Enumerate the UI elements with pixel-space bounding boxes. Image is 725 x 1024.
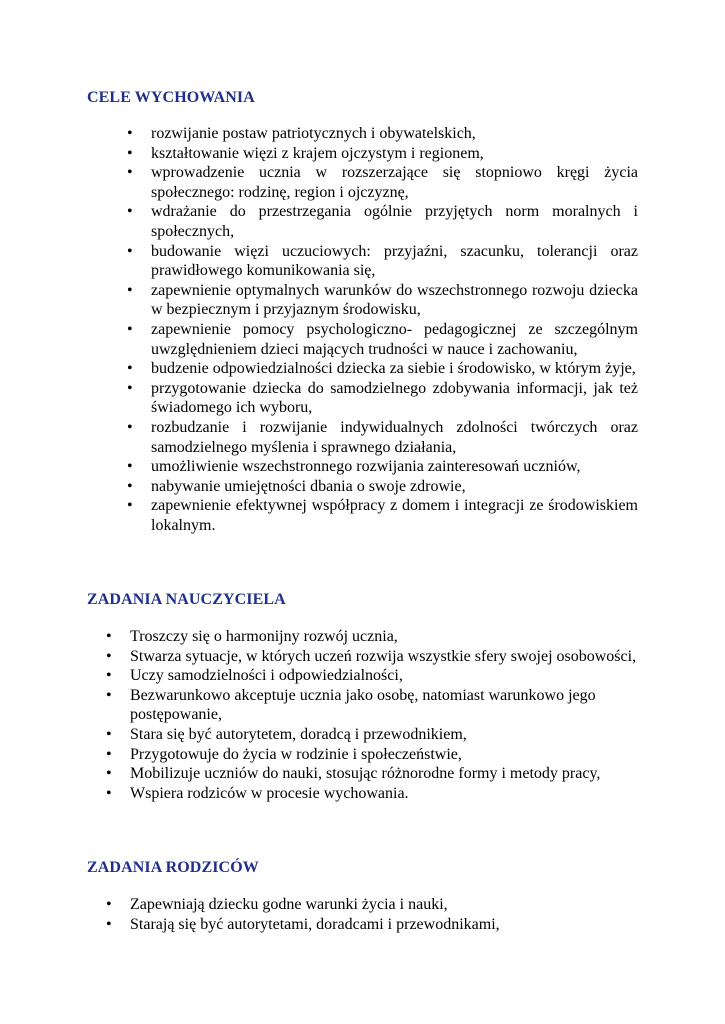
list-item-text: budzenie odpowiedzialności dziecka za siebie i środowisko, w którym żyje,: [151, 360, 636, 378]
bullet-icon: •: [106, 765, 112, 783]
list-item-text: Starają się być autorytetami, doradcami i przewodnikami,: [130, 915, 500, 933]
bullet-icon: •: [106, 784, 112, 802]
bullet-icon: •: [106, 725, 112, 743]
list-item: [106, 895, 640, 915]
bullet-icon: •: [127, 242, 133, 260]
list-zadania-nauczyciela: [106, 627, 640, 803]
list-item: [127, 320, 638, 359]
list-item: [106, 745, 640, 765]
list-item-text: kształtowanie więzi z krajem ojczystym i regionem,: [151, 144, 484, 162]
list-item: [127, 496, 638, 535]
bullet-icon: •: [106, 686, 112, 704]
list-item: [127, 163, 638, 202]
bullet-icon: •: [127, 360, 133, 378]
list-item: [127, 281, 638, 320]
list-item-text: przygotowanie dziecka do samodzielnego zdobywania informacji, jak też świadomego ich wyboru,: [151, 379, 638, 417]
list-item: [127, 379, 638, 418]
bullet-icon: •: [106, 667, 112, 685]
list-item-text: Uczy samodzielności i odpowiedzialności,: [130, 667, 403, 685]
bullet-icon: •: [127, 125, 133, 142]
list-item: [127, 202, 638, 241]
bullet-icon: •: [106, 745, 112, 763]
bullet-icon: •: [127, 497, 133, 515]
bullet-icon: •: [127, 203, 133, 221]
list-item-text: nabywanie umiejętności dbania o swoje zdrowie,: [151, 477, 466, 495]
list-item: [127, 418, 638, 457]
list-item-text: Stara się być autorytetem, doradcą i przewodnikiem,: [130, 725, 467, 743]
section-heading-zadania-rodzicow: ZADANIA RODZICÓW: [87, 859, 259, 876]
section-heading-zadania-nauczyciela: ZADANIA NAUCZYCIELA: [87, 591, 286, 608]
bullet-icon: •: [127, 458, 133, 476]
list-item: [106, 725, 640, 745]
list-item-text: Troszczy się o harmonijny rozwój ucznia,: [130, 628, 398, 645]
list-item-text: zapewnienie efektywnej współpracy z domem i integracji ze środowiskiem lokalnym.: [151, 497, 638, 534]
list-item: [127, 477, 638, 497]
list-item: [127, 457, 638, 477]
bullet-icon: •: [127, 477, 133, 495]
list-item-text: zapewnienie optymalnych warunków do wszechstronnego rozwoju dziecka w bezpiecznym i przyjaznym środowisku,: [151, 281, 638, 319]
section-heading-cele-wychowania: CELE WYCHOWANIA: [87, 89, 255, 106]
list-item: [127, 242, 638, 281]
list-item-text: Mobilizuje uczniów do nauki, stosując różnorodne formy i metody pracy,: [130, 765, 601, 783]
list-item: [106, 784, 640, 804]
bullet-icon: •: [106, 628, 112, 645]
bullet-icon: •: [127, 164, 133, 182]
bullet-icon: •: [127, 144, 133, 162]
list-item-text: budowanie więzi uczuciowych: przyjaźni, szacunku, tolerancji oraz prawidłowego komunikowania się,: [151, 242, 638, 280]
list-item: [127, 144, 638, 164]
list-item-text: Stwarza sytuacje, w których uczeń rozwija wszystkie sfery swojej osobowości,: [130, 647, 637, 665]
list-item-text: rozbudzanie i rozwijanie indywidualnych zdolności twórczych oraz samodzielnego myślenia i sprawnego działania,: [151, 418, 638, 456]
list-item-text: Zapewniają dziecku godne warunki życia i nauki,: [130, 896, 448, 913]
bullet-icon: •: [106, 647, 112, 665]
list-item: [106, 915, 640, 935]
bullet-icon: •: [127, 379, 133, 397]
bullet-icon: •: [127, 418, 133, 436]
list-item: [106, 764, 640, 784]
bullet-icon: •: [127, 320, 133, 338]
list-item-text: Przygotowuje do życia w rodzinie i społeczeństwie,: [130, 745, 462, 763]
list-cele-wychowania: [127, 124, 638, 535]
list-item-text: umożliwienie wszechstronnego rozwijania zainteresowań uczniów,: [151, 458, 581, 476]
list-item: [106, 666, 640, 686]
list-item-text: wdrażanie do przestrzegania ogólnie przyjętych norm moralnych i społecznych,: [151, 203, 638, 240]
list-item-text: Bezwarunkowo akceptuje ucznia jako osobę, natomiast warunkowo jego postępowanie,: [130, 686, 596, 724]
list-item-text: zapewnienie pomocy psychologiczno- pedagogicznej ze szczególnym uwzględnieniem dzieci mających trudności w nauce i zachowaniu,: [151, 320, 638, 358]
bullet-icon: •: [127, 281, 133, 299]
list-zadania-rodzicow: [106, 895, 640, 934]
list-item: [127, 124, 638, 144]
list-item-text: Wspiera rodziców w procesie wychowania.: [130, 784, 409, 802]
list-item: [127, 359, 638, 379]
list-item: [106, 686, 640, 725]
list-item-text: rozwijanie postaw patriotycznych i obywatelskich,: [151, 125, 476, 142]
bullet-icon: •: [106, 915, 112, 933]
list-item: [106, 647, 640, 667]
list-item-text: wprowadzenie ucznia w rozszerzające się stopniowo kręgi życia społecznego: rodzinę, region i ojczyznę,: [151, 164, 638, 201]
list-item: [106, 627, 640, 647]
bullet-icon: •: [106, 896, 112, 913]
